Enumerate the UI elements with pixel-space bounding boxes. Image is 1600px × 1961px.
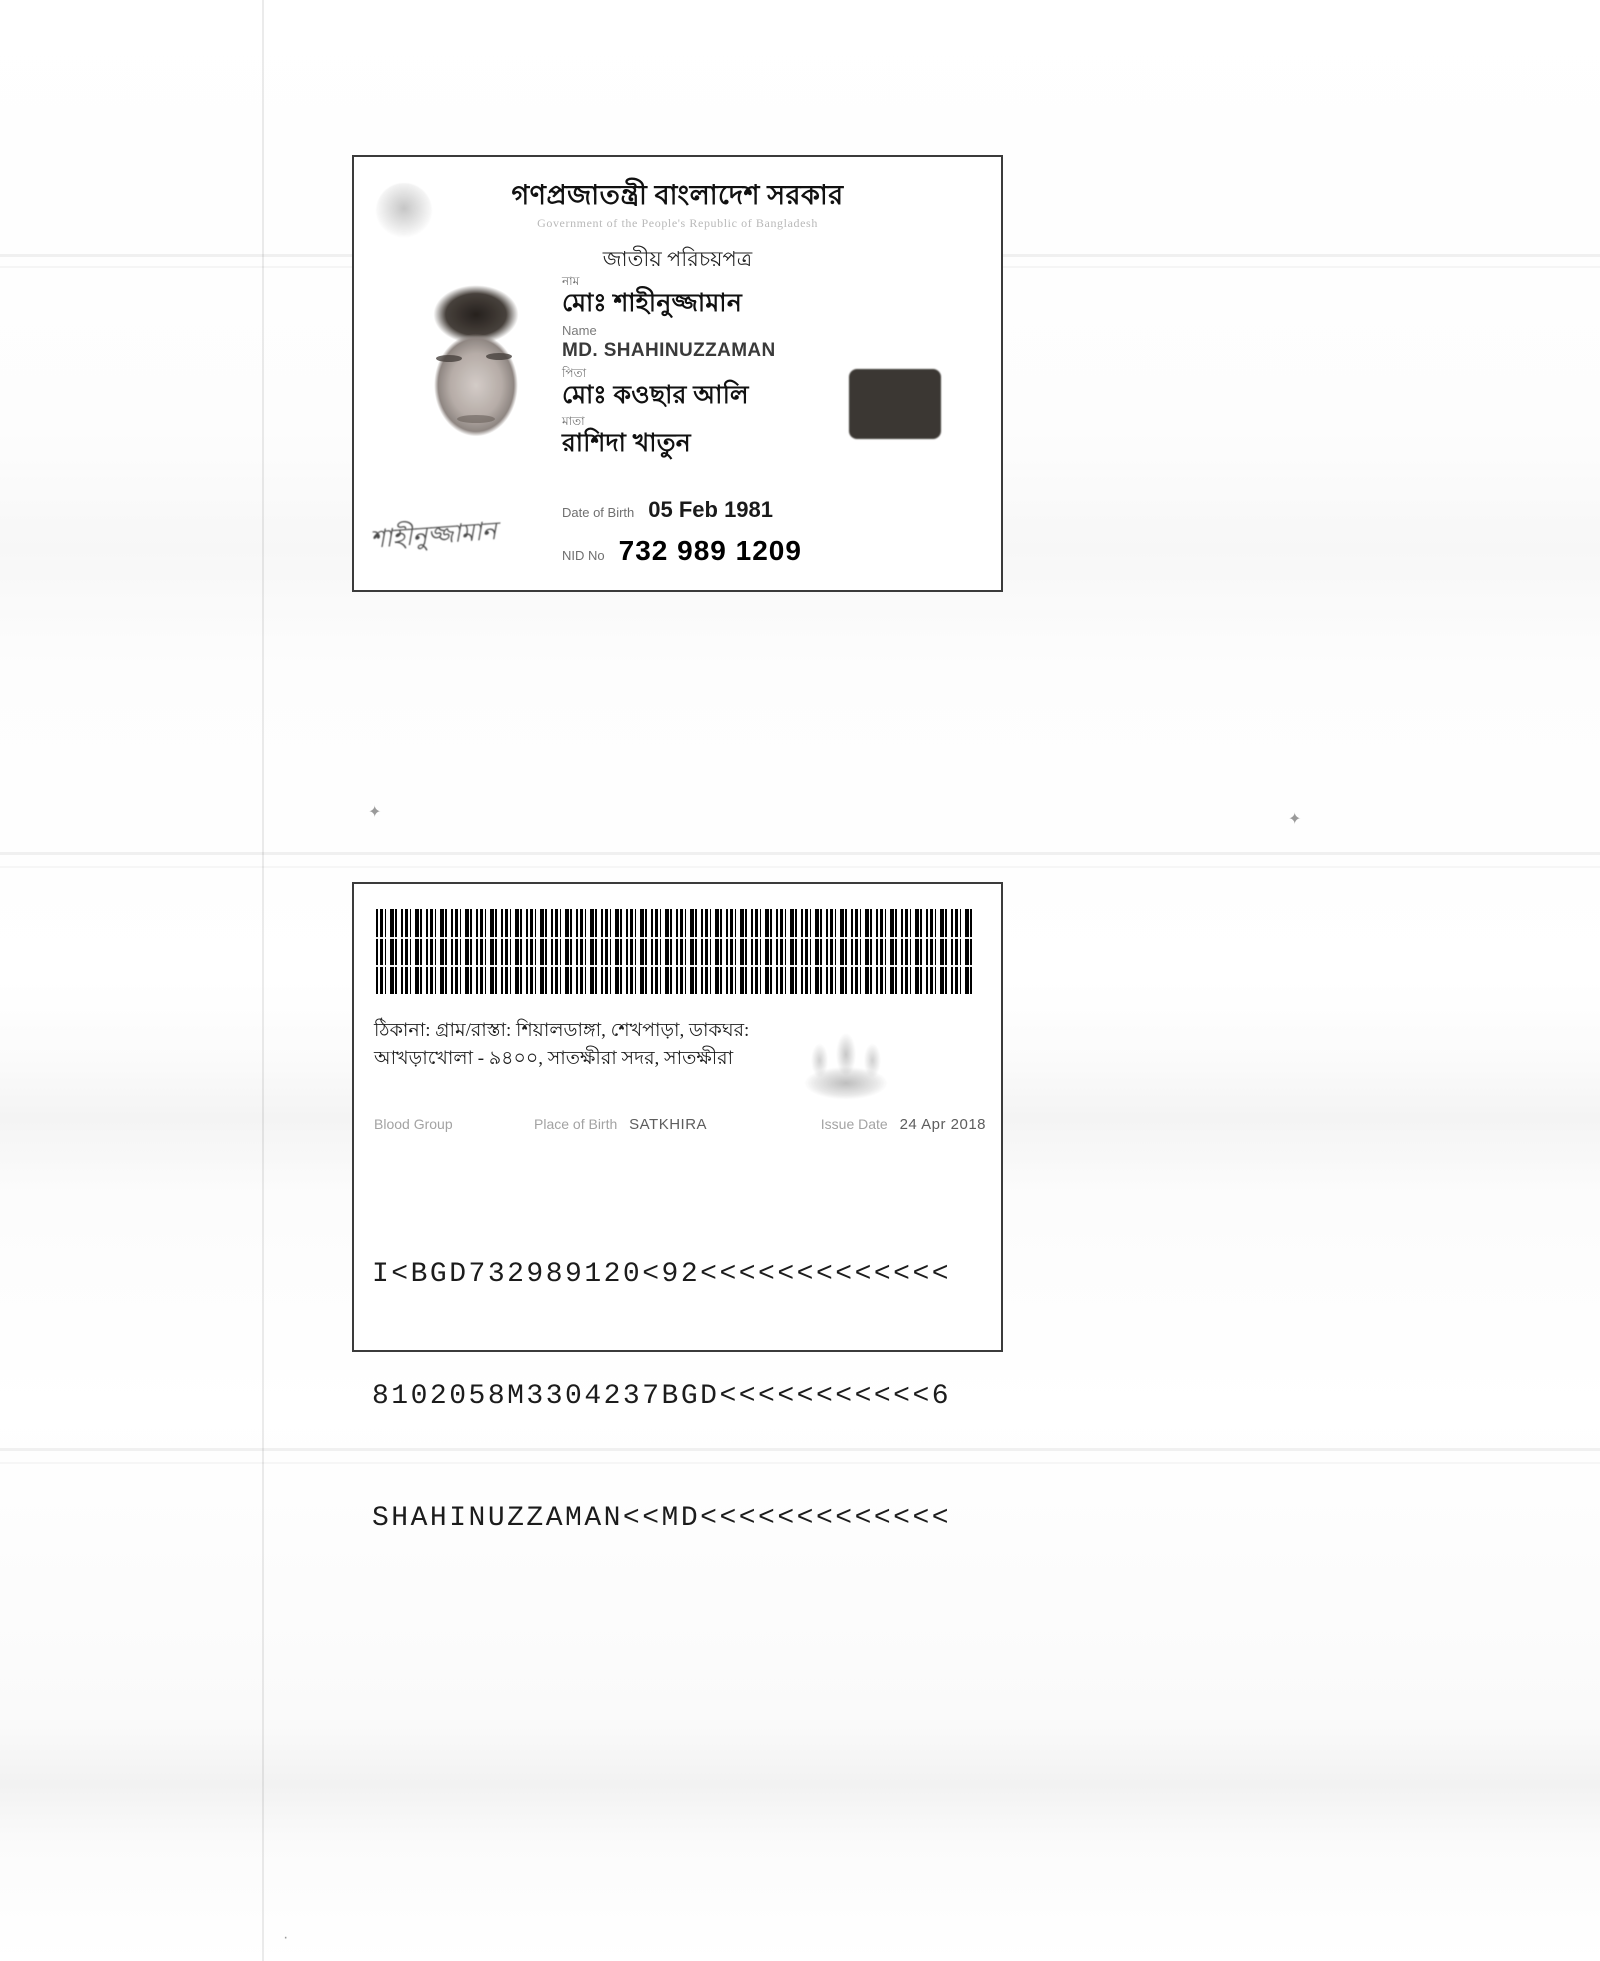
page-fold-line (0, 852, 1600, 855)
portrait-detail (457, 415, 495, 423)
holder-signature: শাহীনুজ্জামান (369, 518, 498, 554)
barcode-band (376, 937, 976, 939)
portrait-photo (402, 281, 550, 467)
field-blood-group (374, 1116, 534, 1133)
father-value: মোঃ কওছার আলি (562, 381, 749, 409)
portrait-detail (436, 355, 462, 362)
field-date-of-birth (562, 497, 773, 523)
barcode-band (376, 965, 976, 967)
dob-value: 05 Feb 1981 (648, 497, 774, 522)
smart-chip-icon (849, 369, 941, 439)
place-of-birth-value: SATKHIRA (629, 1116, 708, 1133)
official-seal-icon (786, 1030, 906, 1106)
government-title-bangla: গণপ্রজাতন্ত্রী বাংলাদেশ সরকার (511, 180, 844, 210)
name-bangla-label: নাম (562, 274, 580, 288)
issue-date-value: 24 Apr 2018 (899, 1116, 986, 1133)
address-block (374, 1017, 814, 1072)
address-line-1: ঠিকানা: গ্রাম/রাস্তা: শিয়ালডাঙ্গা, শেখপাড়া, ডাকঘর: (374, 1020, 750, 1041)
name-english-label: Name (562, 323, 597, 339)
government-title-english: Government of the People's Republic of Bangladesh (537, 216, 818, 230)
card-metadata-row (374, 1116, 986, 1133)
card-top-border (354, 882, 1001, 884)
father-label: পিতা (562, 365, 587, 380)
name-english-value: MD. SHAHINUZZAMAN (562, 340, 776, 362)
scan-edge-shadow (262, 0, 264, 1961)
page-fold-line (0, 866, 1600, 868)
field-place-of-birth (534, 1116, 821, 1133)
mrz-line-2: 8102058M3304237BGD<<<<<<<<<<<6 (372, 1380, 952, 1412)
barcode-icon (376, 909, 976, 994)
national-emblem-icon (376, 183, 432, 239)
card-header (354, 157, 1001, 278)
nid-label: NID No (562, 548, 605, 563)
nid-value: 732 989 1209 (618, 535, 802, 566)
blood-group-label: Blood Group (374, 1116, 453, 1132)
mrz-line-3: SHAHINUZZAMAN<<MD<<<<<<<<<<<<< (372, 1502, 952, 1534)
scan-speck: ✦ (368, 804, 382, 821)
field-nid-number (562, 535, 802, 567)
dob-label: Date of Birth (562, 505, 635, 520)
place-of-birth-label: Place of Birth (534, 1116, 618, 1132)
address-line-2: আখড়াখোলা - ৯৪০০, সাতক্ষীরা সদর, সাতক্ষীরা (374, 1047, 734, 1069)
id-card-back (352, 882, 1003, 1534)
field-name-bangla (562, 275, 982, 319)
portrait-detail (486, 353, 512, 360)
issue-date-label: Issue Date (820, 1116, 888, 1132)
machine-readable-zone (372, 1174, 951, 1621)
id-card-front (352, 155, 1003, 592)
mother-value: রাশিদা খাতুন (562, 430, 692, 458)
field-name-english (562, 323, 982, 362)
name-bangla-value: মোঃ শাহীনুজ্জামান (562, 290, 743, 318)
mrz-line-1: I<BGD732989120<92<<<<<<<<<<<<< (372, 1259, 952, 1291)
mother-label: মাতা (562, 414, 585, 429)
scan-speck: ✦ (1288, 811, 1302, 828)
document-title-bangla: জাতীয় পরিচয়পত্র (602, 247, 753, 271)
field-issue-date (821, 1116, 986, 1133)
scan-speck: · (283, 1929, 289, 1946)
